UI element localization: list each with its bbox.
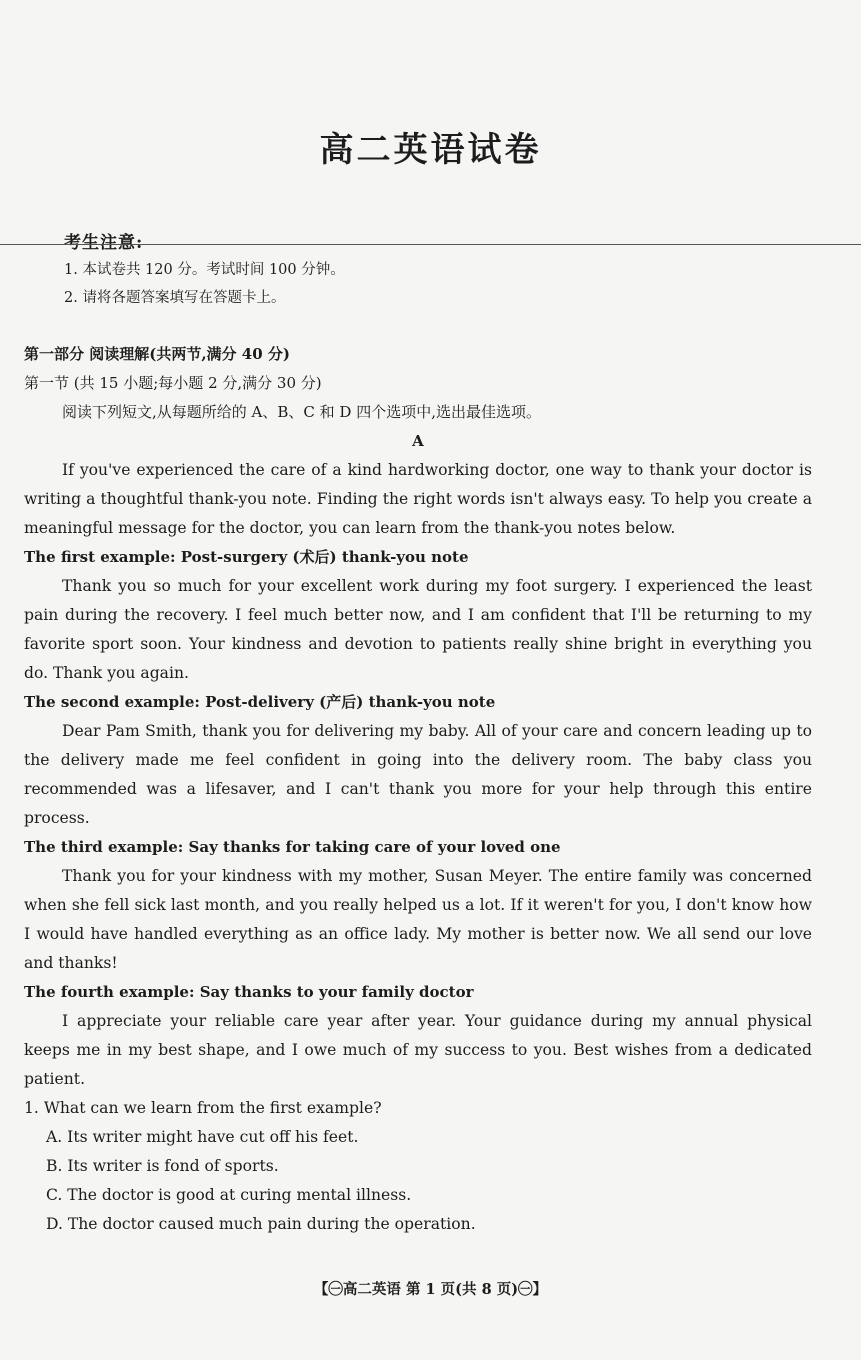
notice-item: 2. 请将各题答案填写在答题卡上。 [64, 290, 286, 306]
example-heading: The first example: Post-surgery (术后) thank-you note [24, 548, 469, 566]
example-text: I appreciate your reliable care year after year. Your guidance during my annual physical keeps me in my best shape, and I owe much of my success to you. Best wishes from a dedicated patient. [24, 1012, 812, 1088]
section-heading: 第一节 (共 15 小题;每小题 2 分,满分 30 分) [24, 374, 322, 392]
part-heading: 第一部分 阅读理解(共两节,满分 40 分) [24, 345, 290, 363]
question-option: B. Its writer is fond of sports. [46, 1157, 279, 1175]
example-text: Dear Pam Smith, thank you for delivering my baby. All of your care and concern leading up to the delivery made me feel confident in going into the delivery room. The baby class you recommended was a lifesaver, and I can't thank you more for your help through this entire process. [24, 722, 812, 827]
notice-heading: 考生注意: [64, 233, 144, 253]
page-footer: 【㊀高二英语 第 1 页(共 8 页)㊀】 [313, 1281, 548, 1298]
passage-intro: If you've experienced the care of a kind hardworking doctor, one way to thank your doctor is writing a thoughtful thank-you note. Finding the right words isn't always easy. To help you create a meaningful message for the doctor, you can learn from the thank-you notes below. [24, 461, 812, 537]
passage-label: A [412, 432, 424, 450]
page-title: 高二英语试卷 [319, 130, 542, 170]
question-option: C. The doctor is good at curing mental illness. [46, 1186, 412, 1204]
notice-item: 1. 本试卷共 120 分。考试时间 100 分钟。 [64, 262, 345, 278]
example-heading: The fourth example: Say thanks to your family doctor [24, 983, 474, 1001]
notice-divider [0, 244, 861, 245]
example-heading: The third example: Say thanks for taking care of your loved one [24, 838, 561, 856]
exam-body [24, 340, 812, 1239]
notice-list [64, 256, 345, 312]
question-stem: 1. What can we learn from the first example? [24, 1099, 382, 1117]
example-text: Thank you for your kindness with my mother, Susan Meyer. The entire family was concerned when she fell sick last month, and you really helped us a lot. If it weren't for you, I don't know how I would have handled everything as an office lady. My mother is better now. We all send our love and thanks! [24, 867, 812, 972]
question-option: A. Its writer might have cut off his feet. [46, 1128, 359, 1146]
example-text: Thank you so much for your excellent work during my foot surgery. I experienced the least pain during the recovery. I feel much better now, and I am confident that I'll be returning to my favorite sport soon. Your kindness and devotion to patients really shine bright in everything you do. Thank you again. [24, 577, 812, 682]
section-instruction: 阅读下列短文,从每题所给的 A、B、C 和 D 四个选项中,选出最佳选项。 [62, 403, 541, 421]
example-heading: The second example: Post-delivery (产后) thank-you note [24, 693, 496, 711]
question-option: D. The doctor caused much pain during the operation. [46, 1215, 476, 1233]
